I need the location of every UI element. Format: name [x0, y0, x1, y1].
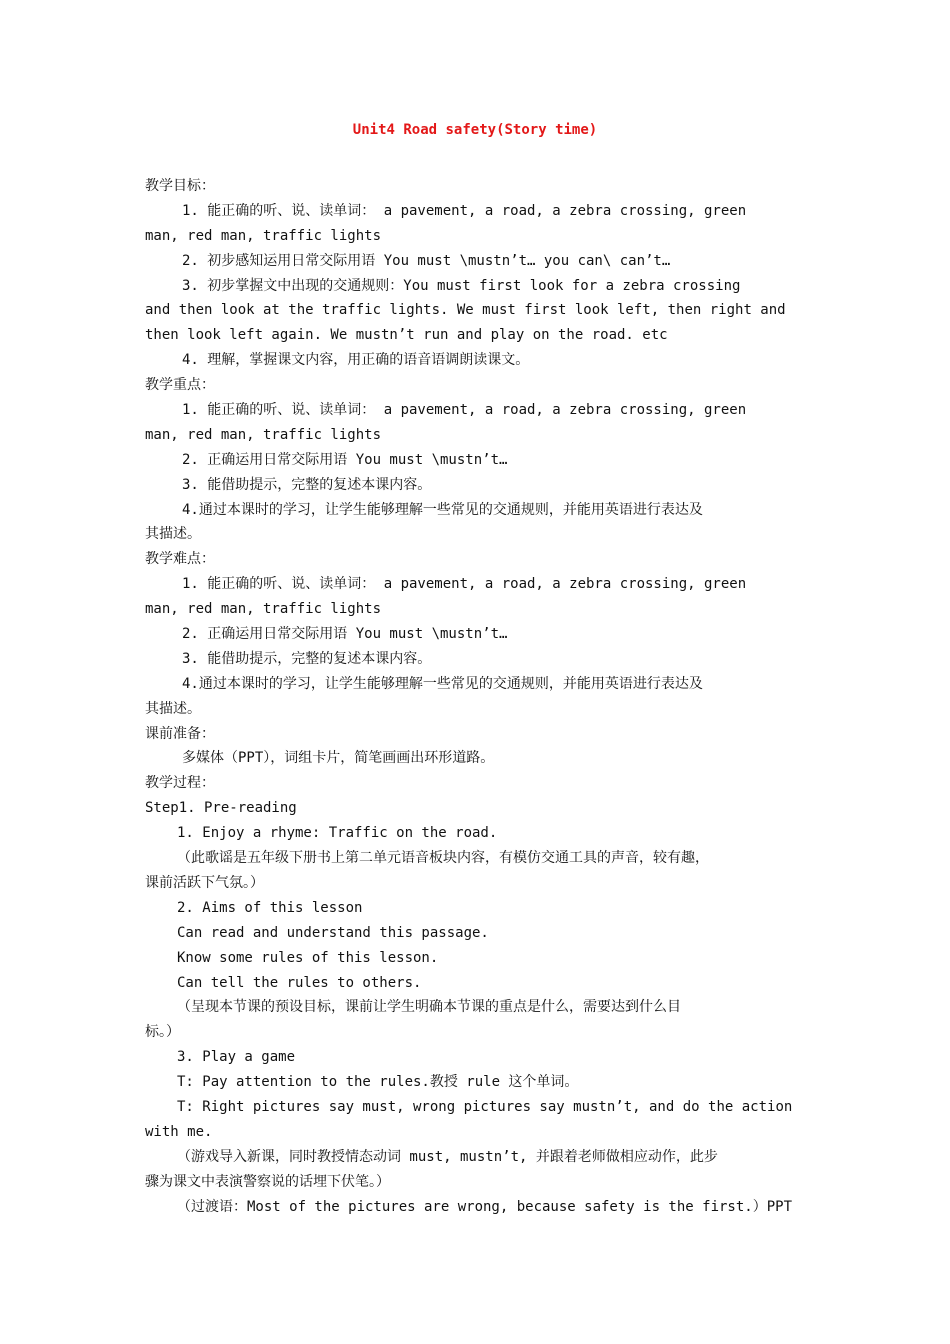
text-line: 课前活跃下气氛。）	[145, 874, 264, 891]
text-line: 3. Play a game	[177, 1049, 296, 1066]
text-line: 课前准备：	[145, 725, 215, 742]
text-line: T: Pay attention to the rules.教授 rule 这个单词。	[177, 1074, 579, 1091]
text-line: 4. 理解，掌握课文内容，用正确的语音语调朗读课文。	[182, 352, 530, 369]
text-line: 教学过程：	[145, 775, 215, 792]
text-line: with me.	[145, 1123, 213, 1140]
text-line: 1. 能正确的听、说、读单词： a pavement, a road, a zebra crossing, green	[182, 202, 747, 219]
text-line: （此歌谣是五年级下册书上第二单元语音板块内容，有模仿交通工具的声音，较有趣，	[177, 850, 709, 867]
text-line: 多媒体（PPT），词组卡片，简笔画画出环形道路。	[182, 750, 495, 767]
text-line: 1. Enjoy a rhyme: Traffic on the road.	[177, 825, 498, 842]
text-line: 2. 正确运用日常交际用语 You must \mustn’t…	[182, 451, 508, 468]
text-line: （呈现本节课的预设目标，课前让学生明确本节课的重点是什么，需要达到什么目	[177, 999, 681, 1016]
text-line: 其描述。	[145, 700, 201, 717]
text-line: Step1. Pre-reading	[145, 800, 297, 817]
text-line: and then look at the traffic lights. We must first look left, then right and	[145, 302, 786, 319]
document-body	[145, 174, 817, 1219]
text-line: 教学难点：	[145, 551, 215, 568]
text-line: 4.通过本课时的学习，让学生能够理解一些常见的交通规则，并能用英语进行表达及	[182, 501, 703, 518]
text-line: man, red man, traffic lights	[145, 426, 382, 443]
document-title: Unit4 Road safety(Story time)	[352, 122, 598, 138]
text-line: man, red man, traffic lights	[145, 601, 382, 618]
text-line: 标。）	[145, 1024, 180, 1041]
text-line: T: Right pictures say must, wrong pictures say mustn’t, and do the action	[177, 1098, 793, 1115]
text-line: 3. 能借助提示，完整的复述本课内容。	[182, 476, 432, 493]
text-line: 3. 初步掌握文中出现的交通规则：You must first look for a zebra crossing	[182, 277, 741, 294]
text-line: 1. 能正确的听、说、读单词： a pavement, a road, a zebra crossing, green	[182, 402, 747, 419]
text-line: 2. 初步感知运用日常交际用语 You must \mustn’t… you can\ can’t…	[182, 252, 671, 269]
text-line: 2. Aims of this lesson	[177, 899, 363, 916]
text-line: 教学目标：	[145, 178, 215, 194]
text-line: then look left again. We mustn’t run and play on the road. etc	[145, 327, 668, 344]
text-line: 4.通过本课时的学习，让学生能够理解一些常见的交通规则，并能用英语进行表达及	[182, 675, 703, 692]
text-line: 1. 能正确的听、说、读单词： a pavement, a road, a zebra crossing, green	[182, 576, 747, 593]
text-line: Can tell the rules to others.	[177, 974, 422, 991]
text-line: Know some rules of this lesson.	[177, 949, 439, 966]
text-line: 2. 正确运用日常交际用语 You must \mustn’t…	[182, 626, 508, 643]
text-line: 3. 能借助提示，完整的复述本课内容。	[182, 650, 432, 667]
text-line: Can read and understand this passage.	[177, 924, 489, 941]
text-line: 其描述。	[145, 526, 201, 543]
text-line: 教学重点：	[145, 377, 215, 394]
text-line: 骤为课文中表演警察说的话埋下伏笔。）	[145, 1173, 390, 1190]
text-line: man, red man, traffic lights	[145, 227, 382, 244]
text-line: （游戏导入新课，同时教授情态动词 must, mustn’t, 并跟着老师做相应动作，此步	[177, 1148, 718, 1165]
text-line: （过渡语：Most of the pictures are wrong, because safety is the first.）PPT	[177, 1198, 793, 1215]
